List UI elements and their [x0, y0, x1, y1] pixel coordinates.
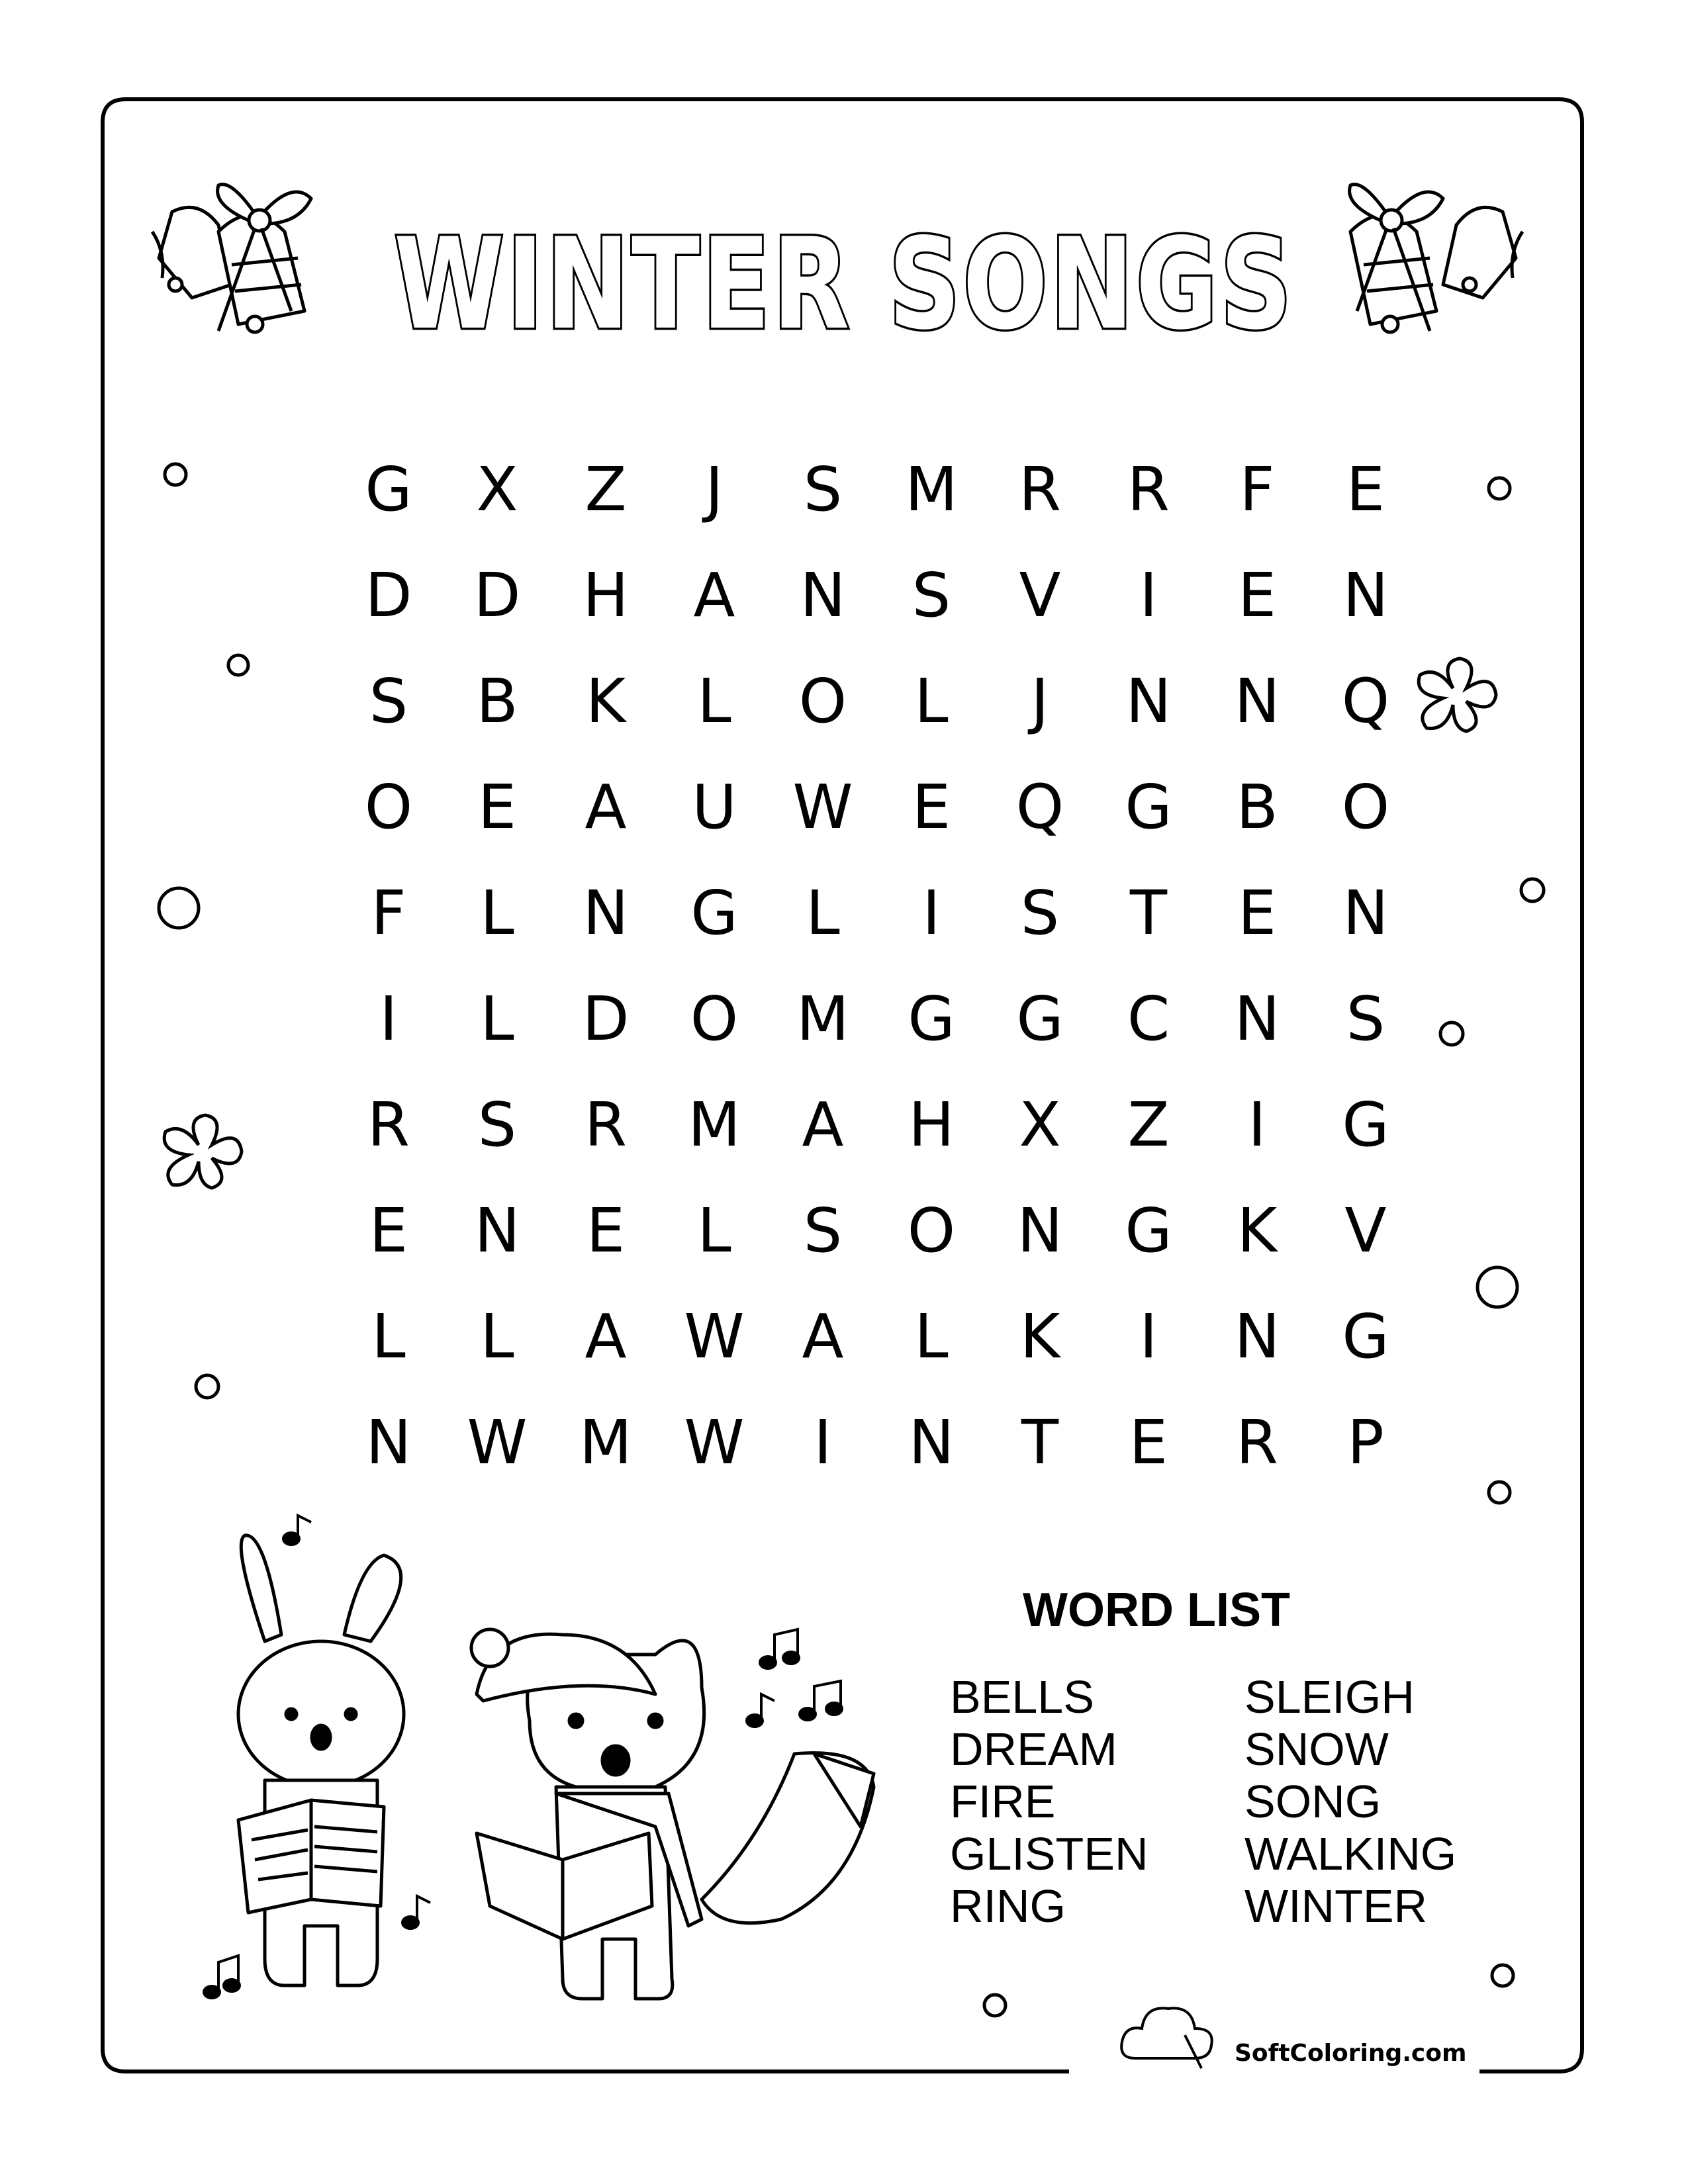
grid-cell: G	[690, 878, 738, 948]
grid-cell: N	[1342, 878, 1389, 948]
grid-cell: N	[583, 878, 629, 948]
grid-cell: R	[367, 1089, 410, 1160]
brand-logo-icon	[1121, 2008, 1212, 2068]
word-list-column-1	[950, 1671, 1149, 1933]
grid-cell: I	[814, 1407, 832, 1478]
grid-cell: X	[476, 454, 518, 525]
grid-cell: G	[908, 983, 955, 1054]
grid-cell: J	[1031, 666, 1049, 737]
word-list-item: RING	[950, 1880, 1066, 1932]
grid-cell: O	[690, 983, 739, 1054]
grid-cell: I	[379, 983, 398, 1054]
grid-cell: A	[693, 560, 735, 631]
grid-cell: N	[1234, 1301, 1280, 1372]
grid-cell: W	[792, 772, 853, 842]
word-search-grid	[334, 437, 1420, 1496]
grid-cell: M	[579, 1407, 632, 1478]
word-list-item: WINTER	[1244, 1880, 1428, 1932]
word-list-title: WORD LIST	[1023, 1584, 1290, 1637]
bunny-singing-illustration	[238, 1535, 404, 1985]
snowflake-flower-icon	[1419, 659, 1496, 731]
grid-cell: R	[1127, 454, 1170, 525]
grid-cell: E	[1237, 878, 1277, 948]
grid-cell: O	[364, 772, 413, 842]
grid-cell: E	[369, 1195, 408, 1266]
brand-label: SoftColoring.com	[1235, 2040, 1467, 2067]
bells-left-icon	[152, 185, 311, 332]
grid-cell: S	[477, 1089, 517, 1160]
grid-cell: G	[1342, 1089, 1389, 1160]
grid-cell: T	[1129, 878, 1168, 948]
grid-cell: A	[802, 1301, 844, 1372]
grid-cell: F	[371, 878, 406, 948]
grid-cell: Q	[1341, 666, 1390, 737]
grid-cell: W	[684, 1301, 745, 1372]
grid-cell: G	[1125, 1195, 1172, 1266]
grid-cell: I	[922, 878, 941, 948]
grid-cell: N	[908, 1407, 955, 1478]
grid-cell: L	[914, 666, 949, 737]
grid-cell: G	[1016, 983, 1064, 1054]
grid-cell: O	[907, 1195, 956, 1266]
grid-cell: L	[480, 983, 514, 1054]
grid-cell: T	[1021, 1407, 1059, 1478]
grid-cell: G	[365, 454, 412, 525]
grid-cell: L	[371, 1301, 406, 1372]
grid-cell: E	[912, 772, 951, 842]
grid-cell: Z	[585, 454, 627, 525]
grid-cell: N	[1234, 983, 1280, 1054]
grid-cell: D	[365, 560, 412, 631]
grid-cell: F	[1239, 454, 1275, 525]
word-list-item: FIRE	[950, 1776, 1056, 1827]
grid-cell: K	[585, 666, 626, 737]
grid-cell: V	[1019, 560, 1061, 631]
word-list-item: GLISTEN	[950, 1828, 1149, 1880]
grid-cell: A	[585, 772, 627, 842]
word-list-item: SLEIGH	[1244, 1671, 1415, 1723]
word-list-item: WALKING	[1244, 1828, 1457, 1880]
grid-cell: S	[803, 1195, 843, 1266]
grid-cell: N	[1342, 560, 1389, 631]
grid-cell: R	[1019, 454, 1061, 525]
bells-right-icon	[1350, 185, 1523, 332]
grid-cell: Z	[1127, 1089, 1170, 1160]
grid-cell: O	[1341, 772, 1390, 842]
grid-cell: Q	[1015, 772, 1064, 842]
grid-cell: E	[1237, 560, 1277, 631]
grid-cell: N	[1234, 666, 1280, 737]
grid-cell: L	[914, 1301, 949, 1372]
grid-cell: I	[1139, 1301, 1158, 1372]
page-title: WINTER SONGS	[394, 211, 1294, 357]
grid-cell: N	[1017, 1195, 1063, 1266]
grid-cell: L	[806, 878, 840, 948]
grid-cell: N	[800, 560, 846, 631]
grid-cell: L	[480, 878, 514, 948]
word-list-item: DREAM	[950, 1723, 1117, 1775]
grid-cell: B	[476, 666, 518, 737]
grid-cell: W	[467, 1407, 528, 1478]
grid-cell: H	[583, 560, 629, 631]
grid-cell: I	[1139, 560, 1158, 631]
grid-cell: M	[796, 983, 849, 1054]
grid-cell: D	[582, 983, 630, 1054]
grid-cell: S	[1020, 878, 1060, 948]
grid-cell: O	[798, 666, 847, 737]
grid-cell: B	[1236, 772, 1278, 842]
grid-cell: H	[908, 1089, 955, 1160]
grid-cell: N	[1125, 666, 1172, 737]
word-list-item: SNOW	[1244, 1723, 1389, 1775]
word-list-item: SONG	[1244, 1776, 1382, 1827]
grid-cell: L	[697, 666, 731, 737]
grid-cell: G	[1342, 1301, 1389, 1372]
grid-cell: E	[586, 1195, 626, 1266]
grid-cell: R	[1236, 1407, 1278, 1478]
grid-cell: A	[585, 1301, 627, 1372]
grid-cell: S	[369, 666, 408, 737]
grid-cell: S	[912, 560, 951, 631]
grid-cell: E	[1129, 1407, 1168, 1478]
grid-cell: P	[1347, 1407, 1384, 1478]
grid-cell: U	[692, 772, 737, 842]
grid-cell: E	[1346, 454, 1385, 525]
grid-cell: I	[1248, 1089, 1266, 1160]
grid-cell: L	[697, 1195, 731, 1266]
grid-cell: A	[802, 1089, 844, 1160]
grid-cell: E	[477, 772, 517, 842]
grid-cell: D	[473, 560, 521, 631]
grid-cell: M	[905, 454, 958, 525]
grid-cell: V	[1344, 1195, 1387, 1266]
word-list-item: BELLS	[950, 1671, 1094, 1723]
grid-cell: J	[705, 454, 724, 525]
grid-cell: S	[803, 454, 843, 525]
grid-cell: C	[1127, 983, 1170, 1054]
grid-cell: N	[365, 1407, 412, 1478]
grid-cell: W	[684, 1407, 745, 1478]
fox-singing-illustration	[471, 1629, 874, 1999]
snowflake-flower-icon	[164, 1115, 242, 1188]
grid-cell: L	[480, 1301, 514, 1372]
grid-cell: K	[1019, 1301, 1060, 1372]
grid-cell: K	[1237, 1195, 1278, 1266]
grid-cell: G	[1125, 772, 1172, 842]
grid-cell: N	[474, 1195, 520, 1266]
word-list-column-2	[1244, 1671, 1456, 1933]
grid-cell: M	[688, 1089, 741, 1160]
grid-cell: R	[585, 1089, 627, 1160]
grid-cell: X	[1019, 1089, 1061, 1160]
grid-cell: S	[1346, 983, 1385, 1054]
